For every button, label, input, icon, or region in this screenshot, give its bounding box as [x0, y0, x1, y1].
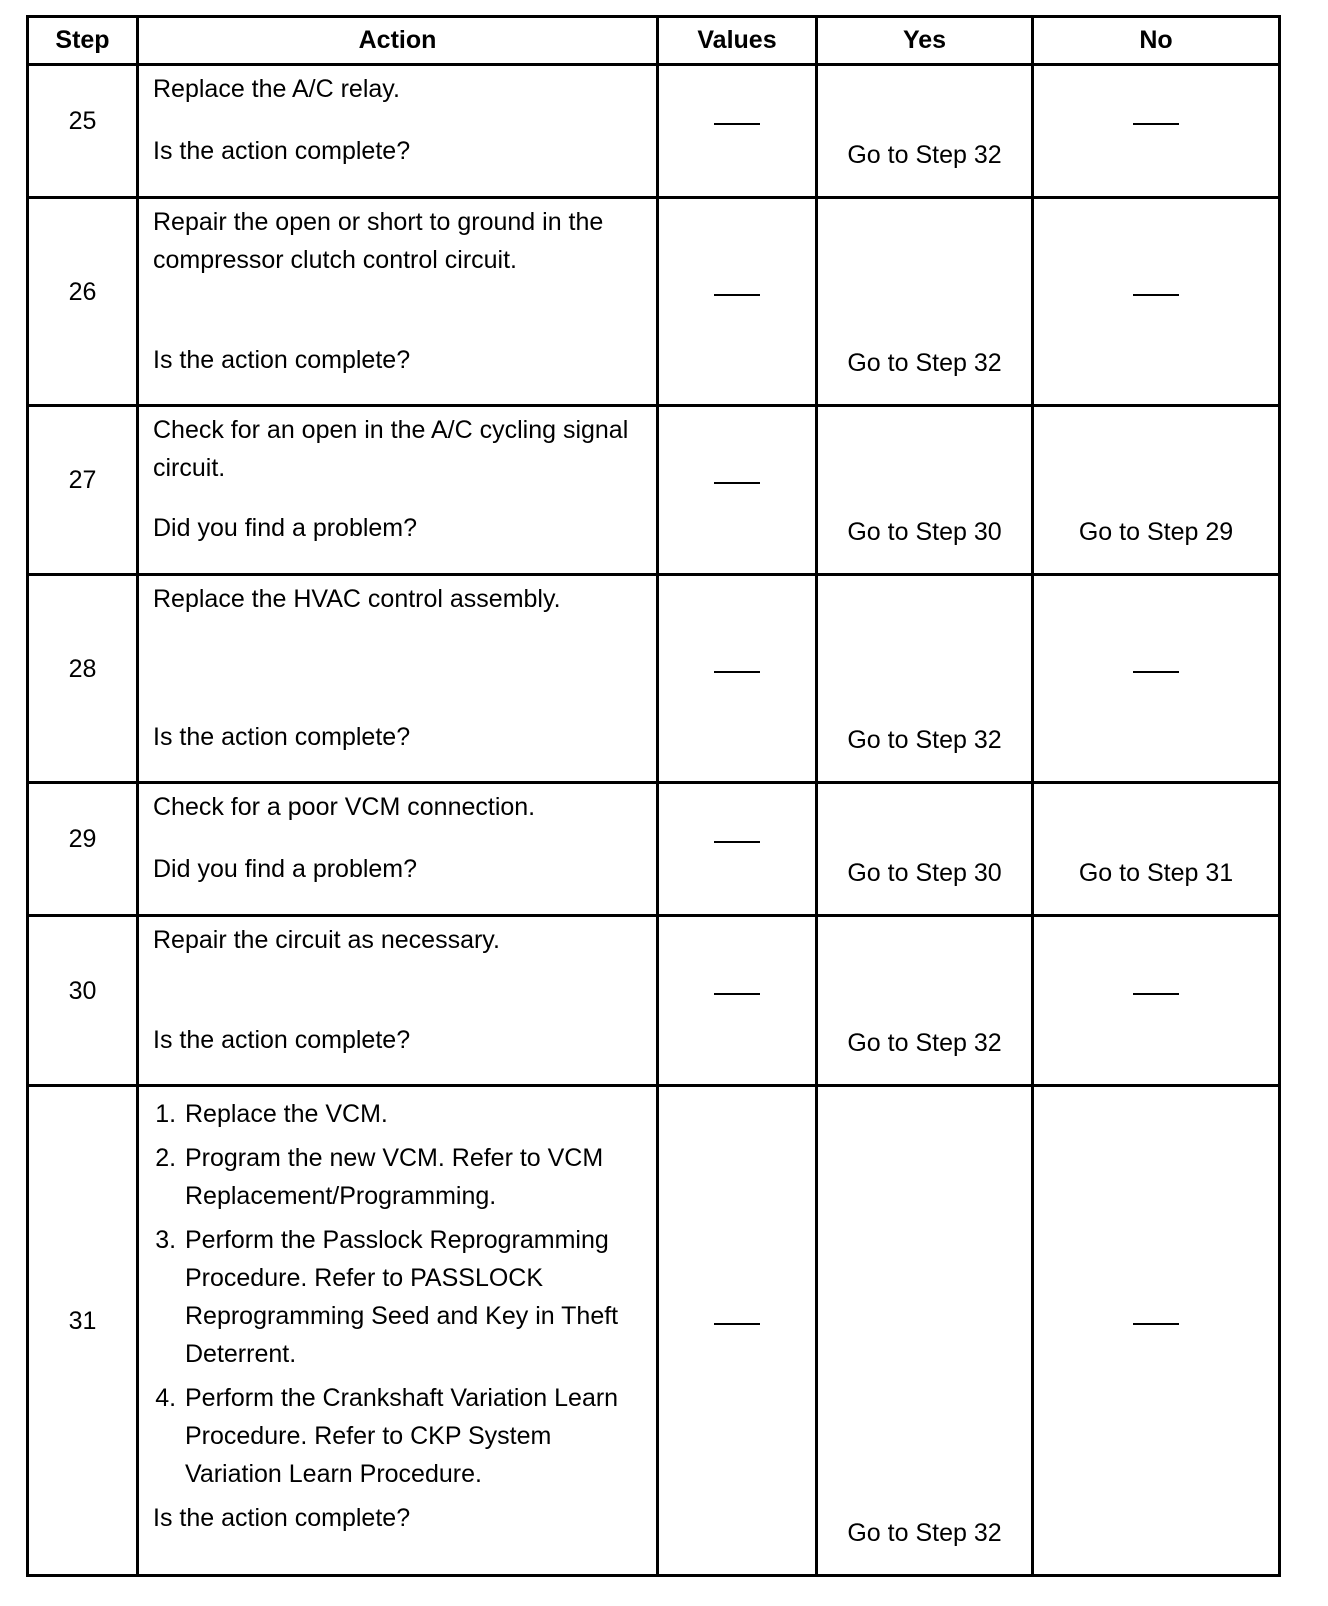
action-question: Is the action complete?	[153, 137, 411, 165]
no-dash	[1133, 993, 1179, 995]
table-row	[28, 65, 1280, 198]
action-text: Repair the open or short to ground in the compressor clutch control circuit.	[153, 208, 604, 274]
no-dash	[1133, 294, 1179, 296]
no-result: Go to Step 29	[1078, 518, 1234, 546]
values-dash	[714, 671, 760, 673]
yes-result: Go to Step 32	[847, 349, 1002, 377]
action-text: Replace the A/C relay.	[153, 75, 400, 103]
values-dash	[714, 993, 760, 995]
header-action: Action	[138, 17, 658, 65]
header-no: No	[1033, 17, 1280, 65]
yes-result: Go to Step 32	[847, 141, 1002, 169]
values-dash	[714, 123, 760, 125]
table-row	[28, 575, 1280, 783]
action-text: Replace the HVAC control assembly.	[153, 585, 561, 613]
action-text: Check for a poor VCM connection.	[153, 793, 536, 821]
values-dash	[714, 482, 760, 484]
table-row	[28, 406, 1280, 575]
step-number: 30	[68, 976, 97, 1005]
step-number: 25	[68, 107, 97, 135]
header-row	[28, 17, 1280, 65]
header-values: Values	[658, 17, 817, 65]
table-row	[28, 198, 1280, 406]
list-item: 2. Program the new VCM. Refer to VCM Replacement/Programming.	[183, 1139, 642, 1215]
step-number: 31	[68, 1306, 97, 1335]
no-result: Go to Step 31	[1078, 859, 1234, 887]
values-dash	[714, 841, 760, 843]
step-number: 28	[68, 654, 97, 683]
yes-result: Go to Step 30	[847, 518, 1002, 546]
no-dash	[1133, 123, 1179, 125]
action-text: Repair the circuit as necessary.	[153, 926, 500, 954]
yes-result: Go to Step 30	[847, 859, 1002, 887]
diagnostic-table	[26, 15, 1278, 1577]
yes-result: Go to Step 32	[847, 1029, 1002, 1057]
action-question: Is the action complete?	[153, 723, 411, 751]
step-number: 26	[68, 277, 97, 306]
action-question: Is the action complete?	[153, 1504, 411, 1532]
table-row	[28, 783, 1280, 916]
yes-result: Go to Step 32	[847, 1519, 1002, 1547]
no-dash	[1133, 1323, 1179, 1325]
yes-result: Go to Step 32	[847, 726, 1002, 754]
values-dash	[714, 294, 760, 296]
step-number: 29	[68, 825, 97, 853]
step-number: 27	[68, 466, 97, 494]
header-step: Step	[28, 17, 138, 65]
header-yes: Yes	[817, 17, 1033, 65]
list-item: 1. Replace the VCM.	[183, 1095, 642, 1133]
page-cutoff	[0, 1590, 1328, 1606]
action-text: Check for an open in the A/C cycling signal circuit.	[153, 416, 629, 482]
action-steps-list	[153, 1095, 642, 1493]
action-question: Did you find a problem?	[153, 514, 418, 542]
list-item: 4. Perform the Crankshaft Variation Learn Procedure. Refer to CKP System Variation Learn Procedure.	[183, 1379, 642, 1493]
action-question: Is the action complete?	[153, 1026, 411, 1054]
action-question: Is the action complete?	[153, 346, 411, 374]
list-item: 3. Perform the Passlock Reprogramming Procedure. Refer to PASSLOCK Reprogramming Seed and Key in Theft Deterrent.	[183, 1221, 642, 1373]
table-row	[28, 916, 1280, 1086]
no-dash	[1133, 671, 1179, 673]
table-row	[28, 1086, 1280, 1576]
values-dash	[714, 1323, 760, 1325]
action-question: Did you find a problem?	[153, 855, 418, 883]
